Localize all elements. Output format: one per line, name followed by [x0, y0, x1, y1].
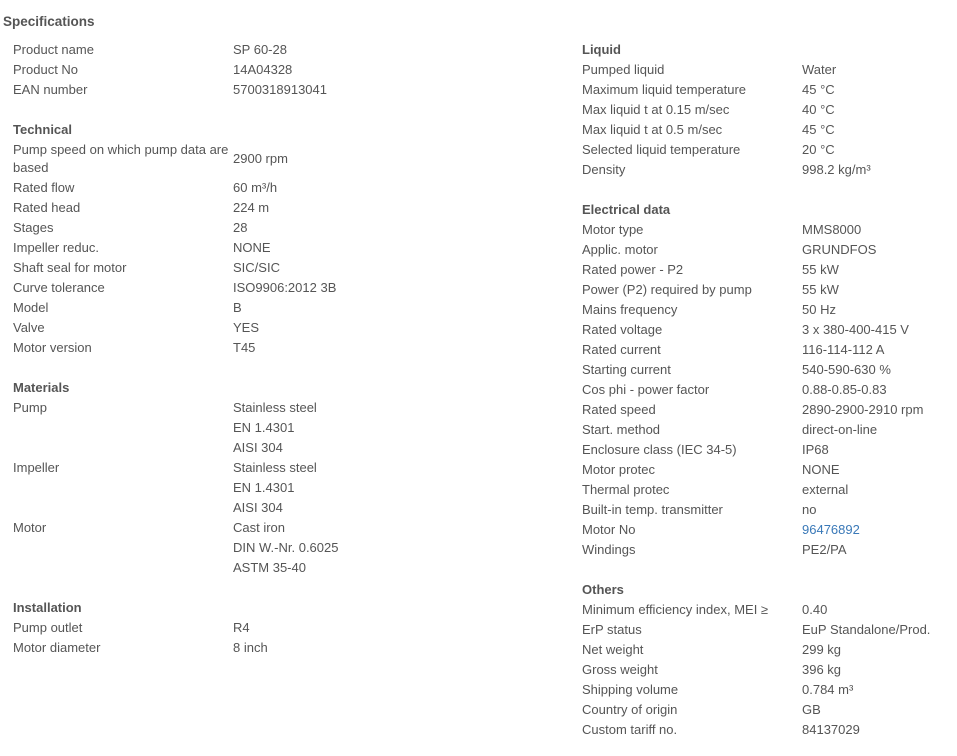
spec-row: [13, 518, 553, 578]
spec-label: Stages: [13, 220, 54, 235]
spec-label: Windings: [582, 542, 636, 557]
spec-values: [802, 100, 835, 120]
spec-label: Enclosure class (IEC 34-5): [582, 442, 737, 457]
spec-label: Custom tariff no.: [582, 722, 678, 737]
section-heading: Technical: [13, 122, 73, 137]
spec-row: [13, 318, 553, 338]
spec-row: [13, 80, 553, 100]
spec-value: Stainless steel: [233, 400, 317, 415]
spec-value: 45 °C: [802, 82, 835, 97]
spec-value: 50 Hz: [802, 302, 836, 317]
spec-values: [233, 338, 255, 358]
spec-label: Product name: [13, 42, 94, 57]
spec-value: ASTM 35-40: [233, 560, 306, 575]
section-heading: Electrical data: [582, 202, 671, 217]
spec-label: Motor version: [13, 340, 92, 355]
spec-values: [802, 500, 816, 520]
spec-row: [582, 480, 952, 500]
spec-row: [13, 60, 553, 80]
spec-row: [582, 440, 952, 460]
spec-label: Pump: [13, 400, 47, 415]
section-gap: [13, 358, 553, 378]
spec-label: Shipping volume: [582, 682, 679, 697]
spec-values: [802, 480, 848, 500]
spec-row: [582, 540, 952, 560]
spec-label: Shaft seal for motor: [13, 260, 127, 275]
spec-value: 3 x 380-400-415 V: [802, 322, 909, 337]
spec-value: AISI 304: [233, 440, 283, 455]
spec-label: Power (P2) required by pump: [582, 282, 752, 297]
spec-values: [802, 80, 835, 100]
spec-label: Cos phi - power factor: [582, 382, 710, 397]
spec-values: [233, 618, 250, 638]
spec-row: [582, 400, 952, 420]
spec-row: [13, 618, 553, 638]
spec-row: [582, 520, 952, 540]
spec-values: [802, 240, 876, 260]
spec-value: NONE: [233, 240, 271, 255]
spec-row: [582, 340, 952, 360]
spec-value: B: [233, 300, 242, 315]
spec-value: EuP Standalone/Prod.: [802, 622, 931, 637]
spec-row: [13, 238, 553, 258]
section-installation: [13, 598, 553, 658]
spec-row: [13, 458, 553, 518]
spec-value: DIN W.-Nr. 0.6025: [233, 540, 339, 555]
spec-values: [802, 140, 835, 160]
spec-row: [582, 680, 952, 700]
section-others: [582, 580, 952, 740]
spec-row: [582, 600, 952, 620]
spec-values: [802, 220, 861, 240]
spec-values: [233, 398, 317, 458]
spec-value: AISI 304: [233, 500, 283, 515]
spec-values: [233, 149, 288, 169]
spec-row: [582, 620, 952, 640]
spec-row: [582, 720, 952, 740]
spec-label: Start. method: [582, 422, 661, 437]
spec-values: [233, 258, 280, 278]
spec-label: Rated voltage: [582, 322, 663, 337]
spec-values: [802, 600, 827, 620]
spec-values: [802, 60, 836, 80]
section-technical: [13, 120, 553, 358]
section-gap: [582, 560, 952, 580]
spec-value: direct-on-line: [802, 422, 878, 437]
spec-row: [13, 178, 553, 198]
section-gap: [582, 180, 952, 200]
spec-label: Impeller: [13, 460, 60, 475]
spec-value: 540-590-630 %: [802, 362, 891, 377]
spec-row: [582, 100, 952, 120]
spec-row: [582, 320, 952, 340]
spec-values: [802, 380, 887, 400]
spec-row: [582, 80, 952, 100]
spec-value: 116-114-112 A: [802, 342, 885, 357]
spec-row: [13, 140, 553, 178]
spec-row: [582, 120, 952, 140]
section-liquid: [582, 40, 952, 180]
spec-value: 224 m: [233, 200, 270, 215]
spec-value: 45 °C: [802, 122, 835, 137]
spec-value: R4: [233, 620, 250, 635]
spec-values: [233, 80, 327, 100]
spec-value: 0.88-0.85-0.83: [802, 382, 887, 397]
spec-values: [802, 720, 860, 740]
spec-row: [582, 500, 952, 520]
section-heading: Liquid: [582, 42, 621, 57]
spec-values: [802, 320, 909, 340]
spec-label: ErP status: [582, 622, 642, 637]
spec-row: [582, 280, 952, 300]
spec-value: 20 °C: [802, 142, 835, 157]
spec-row: [13, 398, 553, 458]
spec-label: Maximum liquid temperature: [582, 82, 747, 97]
spec-row: [13, 638, 553, 658]
right-column: [582, 40, 952, 740]
spec-values: [802, 680, 853, 700]
spec-label: Curve tolerance: [13, 280, 105, 295]
motor-no-link[interactable]: 96476892: [802, 522, 860, 537]
spec-label: Net weight: [582, 642, 644, 657]
spec-label: Thermal protec: [582, 482, 670, 497]
spec-value: external: [802, 482, 849, 497]
spec-value: IP68: [802, 442, 829, 457]
spec-value: 8 inch: [233, 640, 268, 655]
spec-value: GRUNDFOS: [802, 242, 877, 257]
spec-value: Cast iron: [233, 520, 286, 535]
spec-row: [582, 660, 952, 680]
spec-label: Selected liquid temperature: [582, 142, 741, 157]
spec-row: [13, 338, 553, 358]
spec-values: [233, 318, 259, 338]
spec-label: Applic. motor: [582, 242, 658, 257]
spec-value: 84137029: [802, 722, 860, 737]
spec-value: T45: [233, 340, 256, 355]
section-general: [13, 40, 553, 100]
section-heading: Installation: [13, 600, 82, 615]
spec-label: Gross weight: [582, 662, 658, 677]
spec-label: Valve: [13, 320, 45, 335]
spec-values: [233, 518, 338, 578]
spec-value: SP 60-28: [233, 42, 287, 57]
spec-values: [233, 40, 287, 60]
spec-values: [802, 700, 821, 720]
spec-values: [233, 298, 242, 318]
spec-row: [582, 140, 952, 160]
spec-value: 0.40: [802, 602, 828, 617]
spec-values: [802, 280, 839, 300]
spec-label: Product No: [13, 62, 79, 77]
spec-value: 998.2 kg/m³: [802, 162, 871, 177]
page-title: Specifications: [3, 14, 95, 29]
spec-value: Stainless steel: [233, 460, 317, 475]
spec-value: 2890-2900-2910 rpm: [802, 402, 924, 417]
spec-label: Motor diameter: [13, 640, 101, 655]
spec-values: [802, 620, 930, 640]
spec-value: 55 kW: [802, 262, 839, 277]
spec-row: [13, 198, 553, 218]
spec-values: [233, 278, 336, 298]
spec-row: [582, 300, 952, 320]
section-gap: [13, 100, 553, 120]
spec-value: SIC/SIC: [233, 260, 280, 275]
spec-row: [13, 40, 553, 60]
spec-label: Max liquid t at 0.15 m/sec: [582, 102, 730, 117]
spec-label: Minimum efficiency index, MEI ≥: [582, 602, 769, 617]
spec-row: [13, 298, 553, 318]
spec-values: [802, 520, 860, 540]
spec-value: 60 m³/h: [233, 180, 278, 195]
spec-label: Pump outlet: [13, 620, 83, 635]
spec-row: [13, 278, 553, 298]
spec-values: [802, 340, 884, 360]
spec-label: Impeller reduc.: [13, 240, 99, 255]
spec-label: Starting current: [582, 362, 671, 377]
spec-values: [802, 660, 841, 680]
spec-value: 396 kg: [802, 662, 842, 677]
spec-row: [582, 420, 952, 440]
spec-value: no: [802, 502, 817, 517]
spec-value: Water: [802, 62, 837, 77]
spec-value: 14A04328: [233, 62, 293, 77]
spec-values: [802, 540, 847, 560]
spec-value: EN 1.4301: [233, 480, 295, 495]
spec-values: [802, 440, 829, 460]
spec-label: Rated current: [582, 342, 661, 357]
section-heading: Others: [582, 582, 624, 597]
spec-label: EAN number: [13, 82, 88, 97]
spec-value: ISO9906:2012 3B: [233, 280, 337, 295]
spec-values: [802, 640, 841, 660]
section-gap: [13, 578, 553, 598]
spec-values: [233, 178, 277, 198]
spec-label: Motor No: [582, 522, 636, 537]
spec-row: [582, 380, 952, 400]
spec-row: [582, 640, 952, 660]
spec-row: [582, 160, 952, 180]
spec-label: Rated flow: [13, 180, 75, 195]
spec-value: MMS8000: [802, 222, 862, 237]
spec-row: [582, 260, 952, 280]
spec-value: NONE: [802, 462, 840, 477]
spec-values: [802, 460, 840, 480]
spec-values: [233, 638, 268, 658]
spec-label: Built-in temp. transmitter: [582, 502, 723, 517]
spec-values: [233, 60, 292, 80]
spec-label: Motor: [13, 520, 47, 535]
spec-value: 40 °C: [802, 102, 835, 117]
left-column: [13, 40, 553, 658]
spec-label: Rated head: [13, 200, 81, 215]
spec-label: Country of origin: [582, 702, 678, 717]
section-electrical-data: [582, 200, 952, 560]
spec-value: GB: [802, 702, 821, 717]
spec-label: Mains frequency: [582, 302, 678, 317]
spec-label: Density: [582, 162, 626, 177]
spec-value: 55 kW: [802, 282, 839, 297]
spec-value: 0.784 m³: [802, 682, 854, 697]
spec-values: [802, 120, 835, 140]
spec-values: [802, 260, 839, 280]
spec-row: [582, 360, 952, 380]
spec-values: [233, 238, 271, 258]
spec-value: 5700318913041: [233, 82, 327, 97]
spec-value: YES: [233, 320, 260, 335]
spec-label: Pump speed on which pump data are based: [13, 142, 229, 175]
spec-label: Model: [13, 300, 49, 315]
spec-row: [582, 60, 952, 80]
spec-value: 2900 rpm: [233, 151, 288, 166]
spec-label: Rated speed: [582, 402, 656, 417]
spec-row: [13, 258, 553, 278]
spec-row: [582, 460, 952, 480]
spec-label: Motor type: [582, 222, 644, 237]
spec-label: Motor protec: [582, 462, 655, 477]
spec-label: Max liquid t at 0.5 m/sec: [582, 122, 723, 137]
spec-row: [582, 220, 952, 240]
spec-values: [233, 218, 247, 238]
spec-value: EN 1.4301: [233, 420, 295, 435]
spec-values: [802, 300, 836, 320]
spec-row: [13, 218, 553, 238]
spec-values: [802, 400, 923, 420]
spec-values: [802, 360, 891, 380]
spec-label: Rated power - P2: [582, 262, 684, 277]
spec-values: [802, 160, 871, 180]
spec-label: Pumped liquid: [582, 62, 665, 77]
spec-value: PE2/PA: [802, 542, 847, 557]
spec-value: 28: [233, 220, 248, 235]
spec-values: [233, 458, 317, 518]
spec-row: [582, 700, 952, 720]
spec-row: [582, 240, 952, 260]
spec-values: [233, 198, 269, 218]
spec-values: [802, 420, 877, 440]
section-materials: [13, 378, 553, 578]
section-heading: Materials: [13, 380, 70, 395]
spec-value: 299 kg: [802, 642, 842, 657]
